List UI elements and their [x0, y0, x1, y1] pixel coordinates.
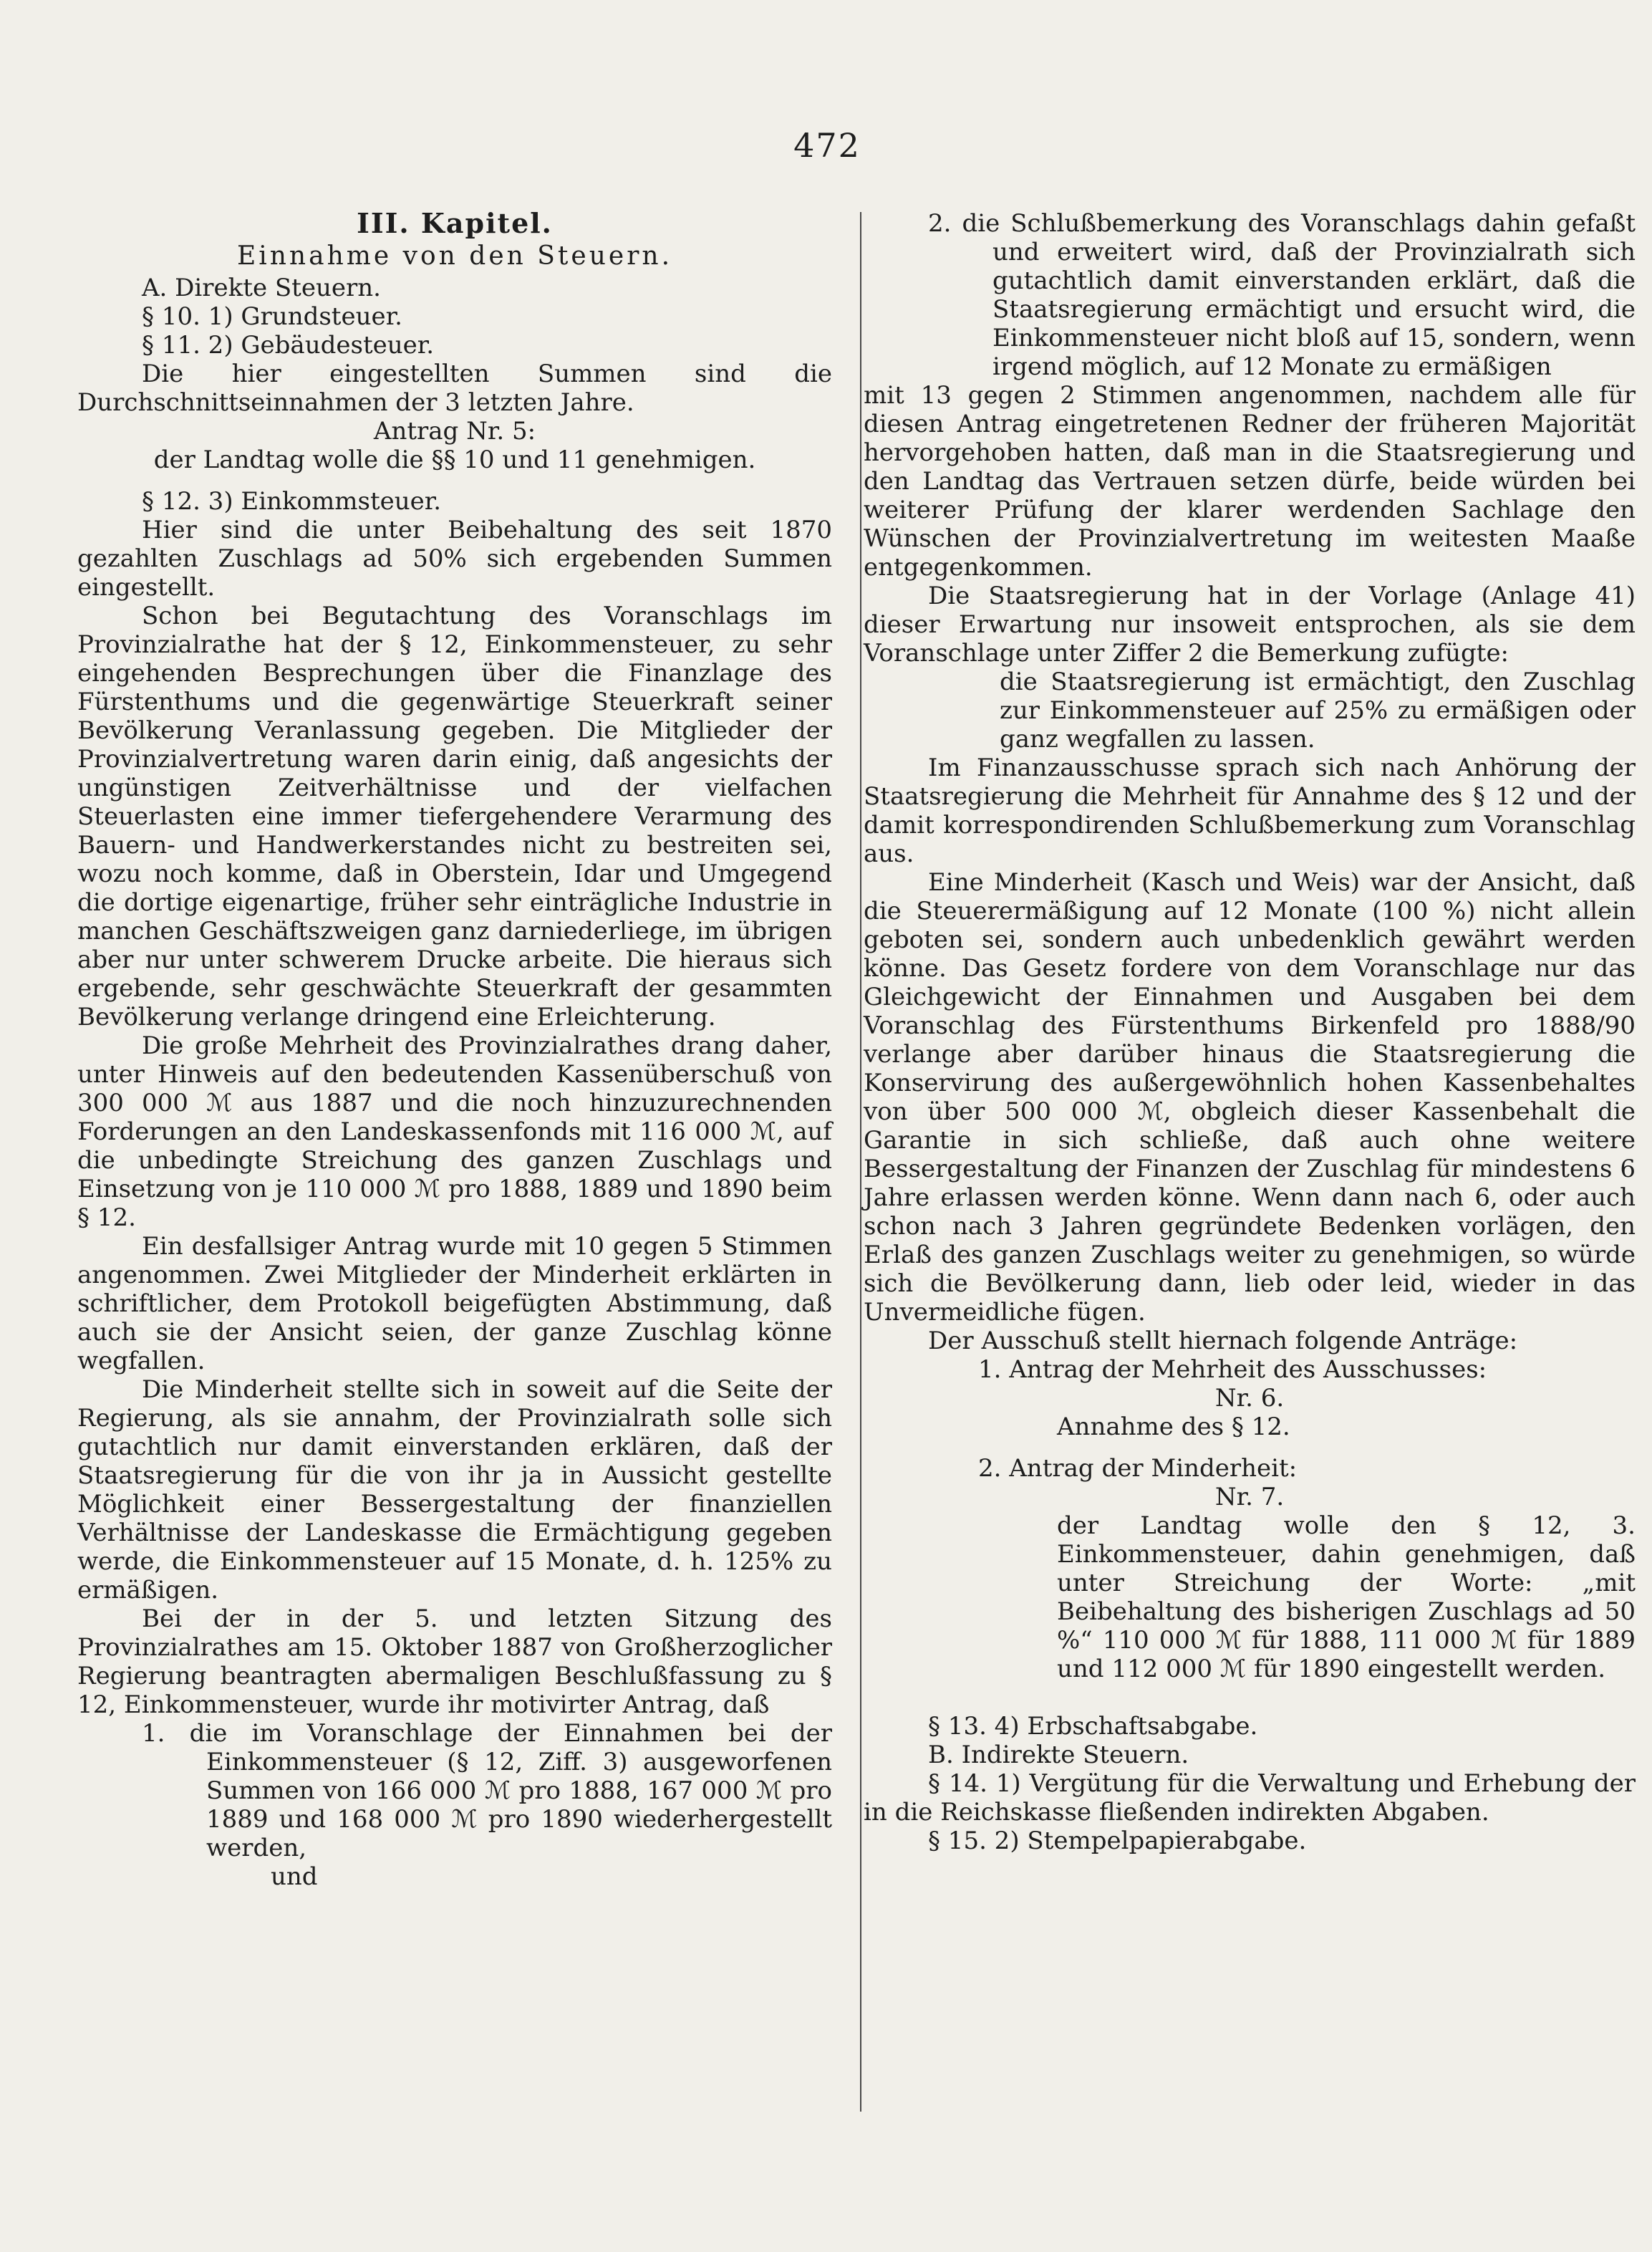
motion-7-text: der Landtag wolle den § 12, 3. Einkommensteuer, dahin genehmigen, daß unter Streichung der Worte: „mit Beibehaltung des bisherigen Zuschlags ad 50 %“ 110 000 ℳ für 1888, 111 000 ℳ für 1889 und 112 000 ℳ für 1890 eingestellt werden. — [1057, 1511, 1636, 1683]
paragraph-majority: Die große Mehrheit des Provinzialrathes drang daher, unter Hinweis auf den bedeutenden Kassenüberschuß von 300 000 ℳ aus 1887 und die noch hinzuzurechnenden Forderungen an den Landeskassenfonds mit 116 000 ℳ, auf die unbedingte Streichung des ganzen Zuschlags und Einsetzung von je 110 000 ℳ pro 1888, 1889 und 1890 beim § 12. — [77, 1031, 832, 1232]
paragraph-assessment: Schon bei Begutachtung des Voranschlags im Provinzialrathe hat der § 12, Einkommensteuer, zu sehr eingehenden Besprechungen über die Finanzlage des Fürstenthums und die gegenwärtige Steuerkraft seiner Bevölkerung Veranlassung gegeben. Die Mitglieder der Provinzialvertretung waren darin einig, daß angesichts der ungünstigen Zeitverhältnisse und der vielfachen Steuerlasten eine immer tiefergehendere Verarmung des Bauern- und Handwerkerstandes nicht zu bestreiten sei, wozu noch komme, daß in Oberstein, Idar und Umgegend die dortige eigenartige, früher sehr einträgliche Industrie in manchen Geschäftszweigen ganz darniederliege, im übrigen aber nur unter schwerem Drucke arbeite. Die hieraus sich ergebende, sehr geschwächte Steuerkraft der gesammten Bevölkerung verlange dringend eine Erleichterung. — [77, 602, 832, 1031]
motion-5-text: der Landtag wolle die §§ 10 und 11 genehmigen. — [153, 446, 756, 474]
paragraph-adopted: mit 13 gegen 2 Stimmen angenommen, nachdem alle für diesen Antrag eingetretenen Redner der früheren Majorität hervorgehoben hatten, daß man in die Staatsregierung und den Landtag das Vertrauen setzen dürfe, beide würden bei weiterer Prüfung der klarer werdenden Sachlage den Wünschen der Provinzialvertretung im weitesten Maaße entgegenkommen. — [864, 381, 1636, 582]
conjunction-und: und — [271, 1862, 318, 1891]
paragraph-minority-view: Eine Minderheit (Kasch und Weis) war der Ansicht, daß die Steuerermäßigung auf 12 Monate (100 %) nicht allein geboten sei, sondern auch unbedenklich gewährt werden könne. Das Gesetz fordere von dem Voranschlage nur das Gleichgewicht der Einnahmen und Ausgaben bei dem Voranschlag des Fürstenthums Birkenfeld pro 1888/90 verlange aber darüber hinaus die Staatsregierung die Konservirung des außergewöhnlich hohen Kassenbehaltes von über 500 000 ℳ, obgleich dieser Kassenbehalt die Garantie in sich schließe, daß auch ohne weitere Bessergestaltung der Finanzen der Zuschlag für mindestens 6 Jahre erlassen werden könne. Wenn dann nach 6, oder auch schon nach 3 Jahren gegründete Bedenken vorlägen, den Erlaß des ganzen Zuschlags weiter zu genehmigen, so würde sich die Bevölkerung dann, lieb oder leid, wieder in das Unvermeidliche fügen. — [864, 868, 1636, 1327]
section-a-heading: A. Direkte Steuern. — [142, 274, 381, 302]
list-item-2: 2. die Schlußbemerkung des Voranschlags dahin gefaßt und erweitert wird, daß der Provinzialrath sich gutachtlich damit einverstanden erklärt, daß die Staatsregierung ermächtigt und ersucht wird, die Einkommensteuer nicht bloß auf 15, sondern, wenn irgend möglich, auf 12 Monate zu ermäßigen — [928, 209, 1636, 381]
paragraph-finance-committee: Im Finanzausschusse sprach sich nach Anhörung der Staatsregierung die Mehrheit für Annahme des § 12 und der damit korrespondirenden Schlußbemerkung zum Voranschlag aus. — [864, 754, 1636, 868]
motion-6-text: Annahme des § 12. — [1057, 1413, 1290, 1441]
paragraph-motions-intro: Der Ausschuß stellt hiernach folgende Anträge: — [928, 1327, 1518, 1355]
motion-5-label: Antrag Nr. 5: — [373, 417, 536, 446]
page-number: 472 — [793, 126, 861, 165]
paragraph-averages: Die hier eingestellten Summen sind die Durchschnittseinnahmen der 3 letzten Jahre. — [77, 360, 832, 417]
paragraph-minority: Die Minderheit stellte sich in soweit auf die Seite der Regierung, als sie annahm, der Provinzialrath solle sich gutachtlich nur damit einverstanden erklären, daß der Staatsregierung für die von ihr ja in Aussicht gestellte Möglichkeit einer Bessergestaltung der finanziellen Verhältnisse der Landeskasse die Ermächtigung gegeben werde, die Einkommensteuer auf 15 Monate, d. h. 125% zu ermäßigen. — [77, 1375, 832, 1604]
section-11: § 11. 2) Gebäudesteuer. — [142, 331, 435, 360]
paragraph-session: Bei der in der 5. und letzten Sitzung des Provinzialrathes am 15. Oktober 1887 von Großherzoglicher Regierung beantragten abermaligen Beschlußfassung zu § 12, Einkommensteuer, wurde ihr motivirter Antrag, daß — [77, 1604, 832, 1719]
column-divider — [860, 212, 861, 2112]
right-column — [864, 209, 1636, 1855]
left-column — [77, 209, 832, 1891]
section-13: § 13. 4) Erbschaftsabgabe. — [928, 1712, 1258, 1741]
list-item-1: 1. die im Voranschlage der Einnahmen bei der Einkommensteuer (§ 12, Ziff. 3) ausgeworfenen Summen von 166 000 ℳ pro 1888, 167 000 ℳ pro 1889 und 168 000 ℳ pro 1890 wiederhergestellt werden, — [142, 1719, 832, 1862]
section-15: § 15. 2) Stempelpapierabgabe. — [928, 1827, 1307, 1855]
section-b-heading: B. Indirekte Steuern. — [928, 1741, 1189, 1769]
section-14: § 14. 1) Vergütung für die Verwaltung und Erhebung der in die Reichskasse fließenden indirekten Abgaben. — [864, 1769, 1636, 1827]
chapter-heading: III. Kapitel. — [357, 207, 553, 239]
motion-minority-label: 2. Antrag der Minderheit: — [978, 1454, 1298, 1483]
quote-authorization: die Staatsregierung ist ermächtigt, den Zuschlag zur Einkommensteuer auf 25% zu ermäßigen oder ganz wegfallen zu lassen. — [1000, 668, 1636, 754]
motion-7-number: Nr. 7. — [1214, 1483, 1285, 1511]
chapter-subtitle: Einnahme von den Steuern. — [236, 241, 673, 271]
section-12: § 12. 3) Einkommsteuer. — [142, 487, 442, 516]
motion-majority-label: 1. Antrag der Mehrheit des Ausschusses: — [978, 1355, 1487, 1384]
paragraph-government-bill: Die Staatsregierung hat in der Vorlage (Anlage 41) dieser Erwartung nur insoweit entsprochen, als sie dem Voranschlage unter Ziffer 2 die Bemerkung zufügte: — [864, 582, 1636, 668]
paragraph-vote: Ein desfallsiger Antrag wurde mit 10 gegen 5 Stimmen angenommen. Zwei Mitglieder der Minderheit erklärten in schriftlicher, dem Protokoll beigefügten Abstimmung, daß auch sie der Ansicht seien, der ganze Zuschlag könne wegfallen. — [77, 1232, 832, 1375]
paragraph-surcharge: Hier sind die unter Beibehaltung des seit 1870 gezahlten Zuschlags ad 50% sich ergebenden Summen eingestellt. — [77, 516, 832, 602]
section-10: § 10. 1) Grundsteuer. — [142, 302, 402, 331]
motion-6-number: Nr. 6. — [1214, 1384, 1285, 1413]
